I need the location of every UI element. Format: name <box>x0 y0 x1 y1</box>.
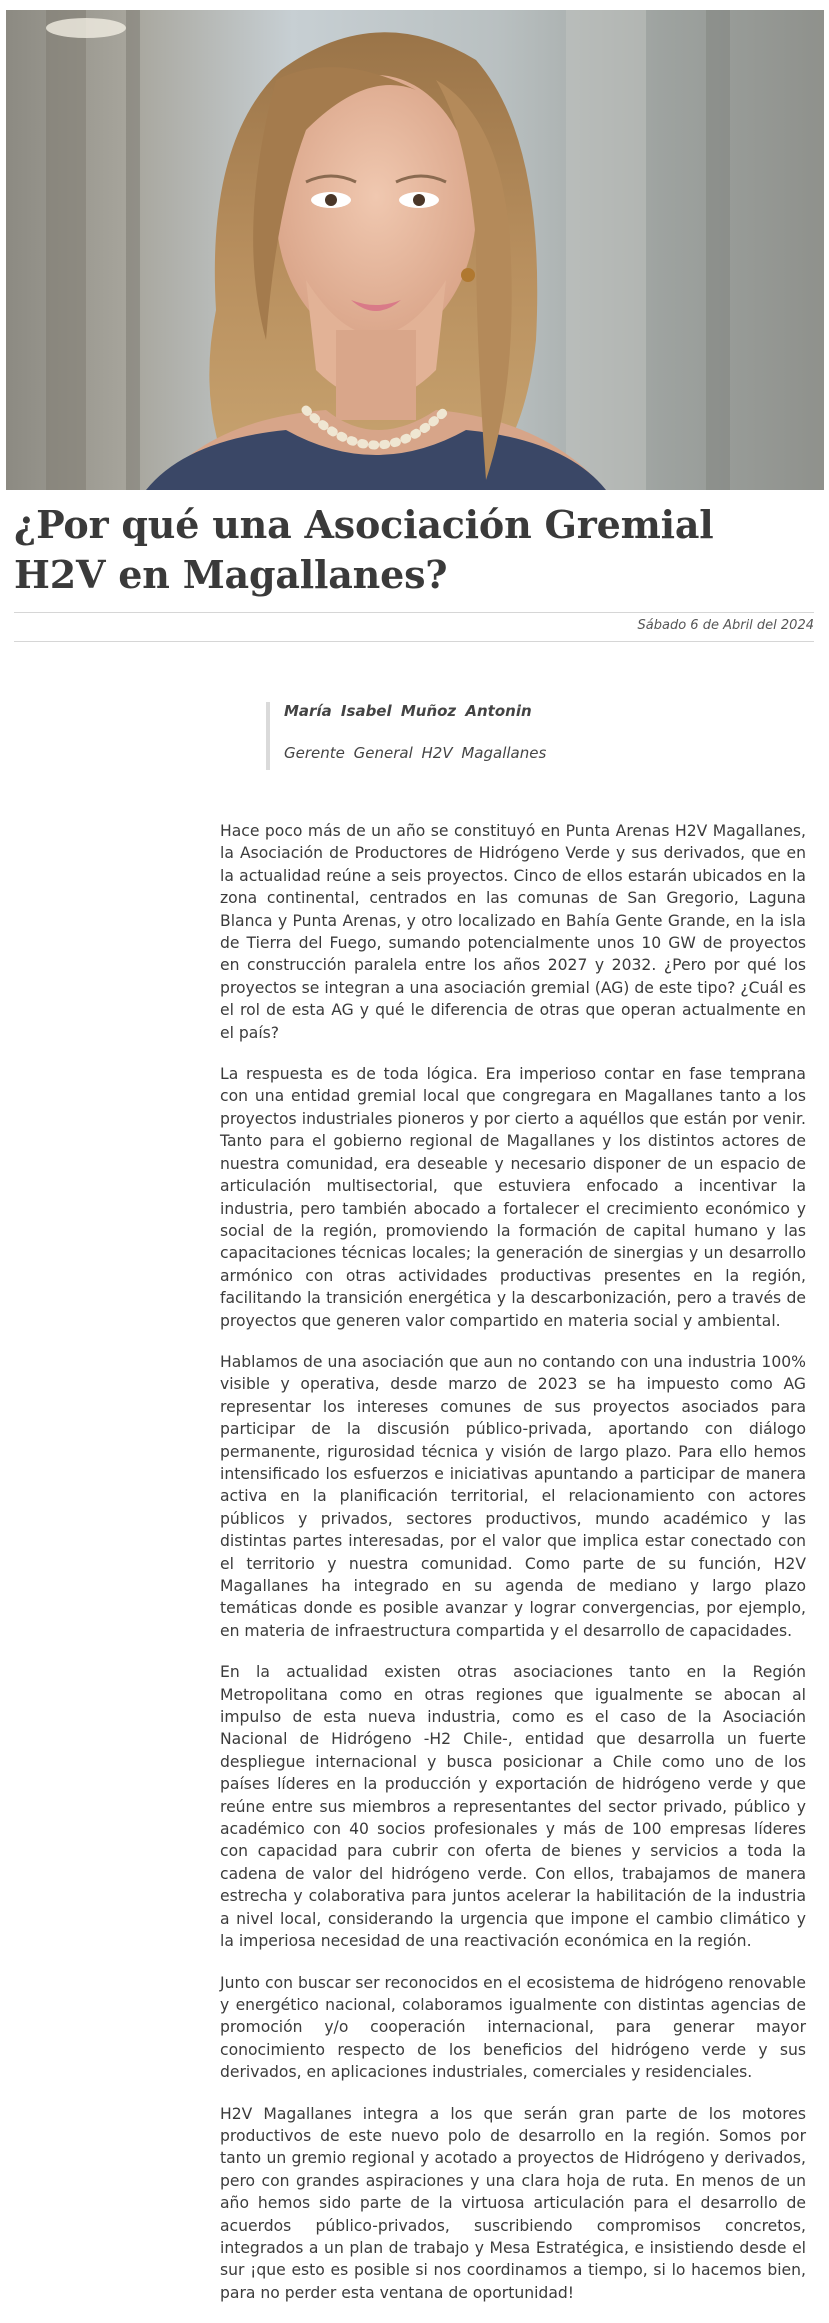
publish-date: Sábado 6 de Abril del 2024 <box>637 618 814 633</box>
divider-bottom <box>14 641 814 642</box>
author-role: Gerente General H2V Magallanes <box>284 744 547 762</box>
author-name: María Isabel Muñoz Antonin <box>284 702 532 720</box>
paragraph: Hablamos de una asociación que aun no contando con una industria 100% visible y operativa, desde marzo de 2023 se ha impuesto como AG representar los intereses comunes de sus proyectos asociados para participar de la discusión público-privada, aportando con diálogo permanente, rigurosidad técnica y visión de largo plazo. Para ello hemos intensificado los esfuerzos e iniciativas apuntando a participar de manera activa en la planificación territorial, el relacionamiento con actores públicos y privados, sectores productivos, mundo académico y las distintas partes interesadas, por el valor que implica estar conectado con el territorio y nuestra comunidad. Como parte de su función, H2V Magallanes ha integrado en su agenda de mediano y largo plazo temáticas donde es posible avanzar y lograr convergencias, por ejemplo, en materia de infraestructura compartida y el desarrollo de capacidades. <box>220 1352 806 1640</box>
paragraph: En la actualidad existen otras asociaciones tanto en la Región Metropolitana como en otras regiones que igualmente se abocan al impulso de esta nueva industria, como es el caso de la Asociación Nacional de Hidrógeno -H2 Chile-, entidad que desarrolla un fuerte despliegue internacional y busca posicionar a Chile como uno de los países líderes en la producción y exportación de hidrógeno verde y que reúne entre sus miembros a representantes del sector privado, público y académico con 40 socios profesionales y más de 100 empresas líderes con capacidad para cubrir con oferta de bienes y servicios a toda la cadena de valor del hidrógeno verde. Con ellos, trabajamos de manera estrecha y colaborativa para juntos acelerar la habilitación de la industria a nivel local, considerando la urgencia que impone el cambio climático y la imperiosa necesidad de una reactivación económica en la región. <box>220 1663 806 1951</box>
paragraph: Junto con buscar ser reconocidos en el ecosistema de hidrógeno renovable y energético nacional, colaboramos igualmente con distintas agencias de promoción y/o cooperación internacional, para generar mayor conocimiento respecto de los beneficios del hidrógeno verde y sus derivados, en aplicaciones industriales, comerciales y residenciales. <box>220 1973 806 2082</box>
divider-top <box>14 612 814 613</box>
hero-photo <box>6 10 824 490</box>
paragraph: H2V Magallanes integra a los que serán gran parte de los motores productivos de este nuevo polo de desarrollo en la región. Somos por tanto un gremio regional y acotado a proyectos de Hidrógeno y derivados, pero con grandes aspiraciones y una clara hoja de ruta. En menos de un año hemos sido parte de la virtuosa articulación para el desarrollo de acuerdos público-privados, suscribiendo compromisos concretos, integrados a un plan de trabajo y Mesa Estratégica, e insistiendo desde el sur ¡que esto es posible si nos coordinamos a tiempo, si lo hacemos bien, para no perder esta ventana de oportunidad! <box>220 2104 806 2302</box>
article-body <box>220 820 806 2323</box>
author-block <box>266 702 684 770</box>
paragraph: Hace poco más de un año se constituyó en Punta Arenas H2V Magallanes, la Asociación de Productores de Hidrógeno Verde y sus derivados, que en la actualidad reúne a seis proyectos. Cinco de ellos estarán ubicados en la zona continental, centrados en las comunas de San Gregorio, Laguna Blanca y Punta Arenas, y otro localizado en Bahía Gente Grande, en la isla de Tierra del Fuego, sumando potencialmente unos 10 GW de proyectos en construcción paralela entre los años 2027 y 2032. ¿Pero por qué los proyectos se integran a una asociación gremial (AG) de este tipo? ¿Cuál es el rol de esta AG y qué le diferencia de otras que operan actualmente en el país? <box>220 822 806 1042</box>
paragraph: La respuesta es de toda lógica. Era imperioso contar en fase temprana con una entidad gremial local que congregara en Magallanes tanto a los proyectos industriales pioneros y por cierto a aquéllos que están por venir. Tanto para el gobierno regional de Magallanes y los distintos actores de nuestra comunidad, era deseable y necesario disponer de un espacio de articulación multisectorial, que estuviera enfocado a incentivar la industria, pero también abocado a fortalecer el crecimiento económico y social de la región, promoviendo la formación de capital humano y las capacitaciones técnicas locales; la generación de sinergias y un desarrollo armónico con otras actividades productivas presentes en la región, facilitando la transición energética y la descarbonización, pero a través de proyectos que generen valor compartido en materia social y ambiental. <box>220 1065 806 1330</box>
portrait-image <box>6 10 824 490</box>
article-title: ¿Por qué una Asociación Gremial H2V en Magallanes? <box>14 502 714 597</box>
